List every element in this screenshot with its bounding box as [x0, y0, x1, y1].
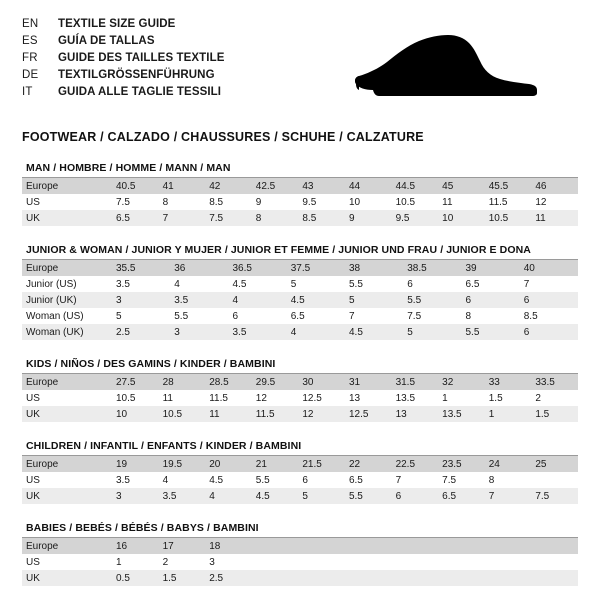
cell: 44: [345, 178, 392, 194]
cell: 4.5: [345, 324, 403, 340]
cell: 38: [345, 260, 403, 276]
cell: [485, 538, 532, 554]
cell: 13: [392, 406, 439, 422]
cell: 6.5: [345, 472, 392, 488]
cell: 11.5: [485, 194, 532, 210]
cell: 38.5: [403, 260, 461, 276]
cell: 4.5: [229, 276, 287, 292]
section-title: JUNIOR & WOMAN / JUNIOR Y MUJER / JUNIOR ET FEMME / JUNIOR UND FRAU / JUNIOR E DONA: [22, 244, 578, 260]
cell: 7: [159, 210, 206, 226]
cell: 10.5: [485, 210, 532, 226]
cell: 3: [112, 292, 170, 308]
row-label: Europe: [22, 260, 112, 276]
cell: [252, 554, 299, 570]
cell: 45: [438, 178, 485, 194]
cell: 24: [485, 456, 532, 472]
table-row: [22, 456, 578, 472]
cell: 32: [438, 374, 485, 390]
table-row: [22, 178, 578, 194]
cell: 23.5: [438, 456, 485, 472]
cell: 1: [485, 406, 532, 422]
cell: 13: [345, 390, 392, 406]
cell: 31.5: [392, 374, 439, 390]
cell: 7.5: [403, 308, 461, 324]
cell: 4: [159, 472, 206, 488]
cell: [392, 570, 439, 586]
row-label: US: [22, 472, 112, 488]
cell: 9.5: [392, 210, 439, 226]
cell: [345, 570, 392, 586]
cell: 12: [252, 390, 299, 406]
cell: 6.5: [287, 308, 345, 324]
cell: 12: [531, 194, 578, 210]
cell: 30: [298, 374, 345, 390]
cell: 11.5: [252, 406, 299, 422]
row-label: Junior (US): [22, 276, 112, 292]
section-junior-woman: [22, 244, 578, 340]
row-label: UK: [22, 570, 112, 586]
cell: 1: [112, 554, 159, 570]
cell: 7.5: [112, 194, 159, 210]
cell: 4.5: [287, 292, 345, 308]
section-kids: [22, 358, 578, 422]
cell: [298, 570, 345, 586]
cell: 39: [462, 260, 520, 276]
cell: 10.5: [159, 406, 206, 422]
cell: 7.5: [438, 472, 485, 488]
cell: 2.5: [112, 324, 170, 340]
cell: 13.5: [392, 390, 439, 406]
cell: 45.5: [485, 178, 532, 194]
cell: 8.5: [520, 308, 578, 324]
cell: 11: [159, 390, 206, 406]
cell: 1.5: [531, 406, 578, 422]
section-title: MAN / HOMBRE / HOMME / MANN / MAN: [22, 162, 578, 178]
cell: 7: [520, 276, 578, 292]
cell: 5.5: [252, 472, 299, 488]
cell: 4.5: [205, 472, 252, 488]
row-label: UK: [22, 406, 112, 422]
size-table: [22, 456, 578, 504]
cell: 29.5: [252, 374, 299, 390]
language-title: TEXTILE SIZE GUIDE: [58, 18, 176, 30]
cell: 46: [531, 178, 578, 194]
cell: 5.5: [403, 292, 461, 308]
section-children: [22, 440, 578, 504]
table-row: [22, 488, 578, 504]
cell: 18: [205, 538, 252, 554]
cell: 5: [345, 292, 403, 308]
cell: 21.5: [298, 456, 345, 472]
cell: [298, 554, 345, 570]
cell: 3.5: [159, 488, 206, 504]
cell: [252, 570, 299, 586]
cell: [298, 538, 345, 554]
cell: 3.5: [112, 276, 170, 292]
cell: 33: [485, 374, 532, 390]
table-row: [22, 308, 578, 324]
language-code: ES: [22, 35, 38, 47]
row-label: US: [22, 554, 112, 570]
cell: 12.5: [345, 406, 392, 422]
cell: 37.5: [287, 260, 345, 276]
table-row: [22, 390, 578, 406]
footwear-title: FOOTWEAR / CALZADO / CHAUSSURES / SCHUHE / CALZATURE: [22, 130, 424, 144]
cell: 6: [520, 324, 578, 340]
header: [22, 16, 578, 116]
cell: 7: [485, 488, 532, 504]
row-label: Europe: [22, 538, 112, 554]
row-label: Woman (US): [22, 308, 112, 324]
cell: 10.5: [392, 194, 439, 210]
section-title: KIDS / NIÑOS / DES GAMINS / KINDER / BAMBINI: [22, 358, 578, 374]
cell: [438, 570, 485, 586]
cell: [485, 570, 532, 586]
cell: 3.5: [170, 292, 228, 308]
row-label: UK: [22, 210, 112, 226]
cell: [252, 538, 299, 554]
cell: 9.5: [298, 194, 345, 210]
cell: 31: [345, 374, 392, 390]
cell: 27.5: [112, 374, 159, 390]
table-row: [22, 406, 578, 422]
cell: 16: [112, 538, 159, 554]
row-label: US: [22, 194, 112, 210]
cell: 36.5: [229, 260, 287, 276]
cell: [531, 554, 578, 570]
cell: 8: [159, 194, 206, 210]
table-row: [22, 324, 578, 340]
language-title: GUIDA ALLE TAGLIE TESSILI: [58, 86, 222, 98]
language-row: [22, 16, 578, 33]
row-label: Junior (UK): [22, 292, 112, 308]
cell: 21: [252, 456, 299, 472]
cell: 5: [112, 308, 170, 324]
cell: [531, 472, 578, 488]
dress-shoe-icon: [353, 32, 538, 104]
language-title: TEXTILGRÖSSENFÜHRUNG: [58, 69, 215, 81]
cell: 44.5: [392, 178, 439, 194]
cell: 10: [438, 210, 485, 226]
cell: [531, 538, 578, 554]
cell: 43: [298, 178, 345, 194]
cell: 25: [531, 456, 578, 472]
cell: 6: [298, 472, 345, 488]
cell: 9: [345, 210, 392, 226]
cell: 8: [462, 308, 520, 324]
cell: 36: [170, 260, 228, 276]
cell: 1.5: [485, 390, 532, 406]
cell: 19: [112, 456, 159, 472]
section-babies: [22, 522, 578, 586]
cell: 5: [287, 276, 345, 292]
language-title: GUÍA DE TALLAS: [58, 35, 155, 47]
cell: 2: [531, 390, 578, 406]
cell: 7.5: [531, 488, 578, 504]
cell: 6: [229, 308, 287, 324]
cell: 3.5: [112, 472, 159, 488]
cell: [392, 538, 439, 554]
cell: 40.5: [112, 178, 159, 194]
cell: 33.5: [531, 374, 578, 390]
table-row: [22, 260, 578, 276]
language-title: GUIDE DES TAILLES TEXTILE: [58, 52, 225, 64]
cell: 6.5: [462, 276, 520, 292]
row-label: Woman (UK): [22, 324, 112, 340]
cell: 10.5: [112, 390, 159, 406]
cell: 12.5: [298, 390, 345, 406]
cell: 11: [438, 194, 485, 210]
cell: 2: [159, 554, 206, 570]
row-label: UK: [22, 488, 112, 504]
cell: 22: [345, 456, 392, 472]
cell: 13.5: [438, 406, 485, 422]
cell: 9: [252, 194, 299, 210]
cell: 3.5: [229, 324, 287, 340]
cell: 40: [520, 260, 578, 276]
cell: 2.5: [205, 570, 252, 586]
cell: 4: [287, 324, 345, 340]
row-label: Europe: [22, 178, 112, 194]
cell: 11.5: [205, 390, 252, 406]
language-code: EN: [22, 18, 39, 30]
cell: 5.5: [170, 308, 228, 324]
cell: 3: [170, 324, 228, 340]
cell: 7.5: [205, 210, 252, 226]
table-row: [22, 538, 578, 554]
table-row: [22, 554, 578, 570]
table-row: [22, 570, 578, 586]
cell: 4: [205, 488, 252, 504]
cell: 5.5: [462, 324, 520, 340]
cell: [438, 538, 485, 554]
section-title: BABIES / BEBÉS / BÉBÉS / BABYS / BAMBINI: [22, 522, 578, 538]
size-table: [22, 260, 578, 340]
cell: 3: [205, 554, 252, 570]
table-row: [22, 292, 578, 308]
row-label: Europe: [22, 374, 112, 390]
cell: 6: [462, 292, 520, 308]
cell: 1.5: [159, 570, 206, 586]
cell: 8: [252, 210, 299, 226]
cell: 5: [403, 324, 461, 340]
cell: 42.5: [252, 178, 299, 194]
row-label: US: [22, 390, 112, 406]
cell: 22.5: [392, 456, 439, 472]
cell: 41: [159, 178, 206, 194]
cell: [485, 554, 532, 570]
table-row: [22, 276, 578, 292]
cell: 6.5: [438, 488, 485, 504]
cell: 11: [531, 210, 578, 226]
table-row: [22, 472, 578, 488]
size-table: [22, 538, 578, 586]
row-label: Europe: [22, 456, 112, 472]
cell: [392, 554, 439, 570]
cell: [345, 538, 392, 554]
cell: 35.5: [112, 260, 170, 276]
cell: 4.5: [252, 488, 299, 504]
cell: 7: [392, 472, 439, 488]
cell: 5.5: [345, 276, 403, 292]
cell: 28.5: [205, 374, 252, 390]
language-code: DE: [22, 69, 39, 81]
cell: 42: [205, 178, 252, 194]
cell: [345, 554, 392, 570]
table-row: [22, 194, 578, 210]
cell: 12: [298, 406, 345, 422]
section-man: [22, 162, 578, 226]
cell: 6: [520, 292, 578, 308]
cell: 10: [112, 406, 159, 422]
cell: [438, 554, 485, 570]
cell: 19.5: [159, 456, 206, 472]
cell: 4: [229, 292, 287, 308]
cell: 7: [345, 308, 403, 324]
cell: 28: [159, 374, 206, 390]
size-table: [22, 374, 578, 422]
cell: 11: [205, 406, 252, 422]
cell: 10: [345, 194, 392, 210]
language-code: FR: [22, 52, 38, 64]
cell: 8.5: [205, 194, 252, 210]
cell: 20: [205, 456, 252, 472]
section-title: CHILDREN / INFANTIL / ENFANTS / KINDER / BAMBINI: [22, 440, 578, 456]
cell: 5: [298, 488, 345, 504]
cell: [531, 570, 578, 586]
size-table: [22, 178, 578, 226]
cell: 0.5: [112, 570, 159, 586]
table-row: [22, 210, 578, 226]
cell: 3: [112, 488, 159, 504]
language-code: IT: [22, 86, 33, 98]
cell: 8: [485, 472, 532, 488]
cell: 1: [438, 390, 485, 406]
cell: 6: [403, 276, 461, 292]
cell: 5.5: [345, 488, 392, 504]
cell: 6.5: [112, 210, 159, 226]
cell: 17: [159, 538, 206, 554]
table-row: [22, 374, 578, 390]
cell: 8.5: [298, 210, 345, 226]
cell: 4: [170, 276, 228, 292]
cell: 6: [392, 488, 439, 504]
